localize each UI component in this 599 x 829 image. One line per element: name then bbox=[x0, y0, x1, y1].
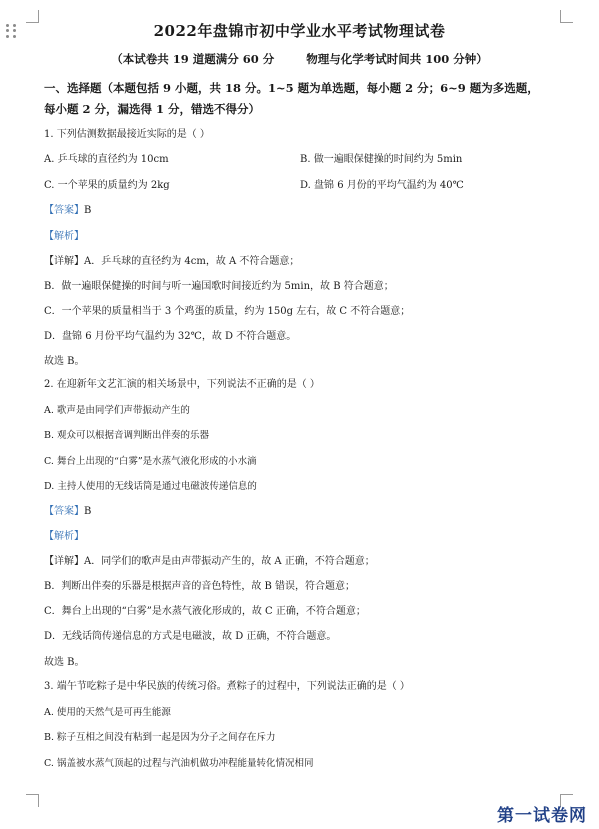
q2-detail-a bbox=[44, 555, 375, 569]
q2-option-d: D. 主持人使用的无线话筒是通过电磁波传递信息的 bbox=[44, 481, 257, 492]
q2-detail-b: B．判断出伴奏的乐器是根据声音的音色特性，故 B 错误，符合题意； bbox=[44, 581, 356, 592]
detail-label: 【详解】 bbox=[44, 256, 84, 267]
q3-option-c: C. 锅盖被水蒸气顶起的过程与汽油机做功冲程能量转化情况相同 bbox=[44, 758, 314, 769]
q2-option-c: C. 舞台上出现的“白雾”是水蒸气液化形成的小水滴 bbox=[44, 456, 257, 467]
q1-option-b: B. 做一遍眼保健操的时间约为 5min bbox=[300, 154, 463, 165]
q2-conclusion: 故选 B。 bbox=[44, 657, 85, 668]
answer-label: 【答案】 bbox=[44, 205, 84, 216]
q1-detail-a-text: A．乒乓球的直径约为 4cm，故 A 不符合题意； bbox=[84, 256, 300, 267]
section-heading-line: 一、选择题（本题包括 9 小题，共 18 分。1~5 题为单选题，每小题 2 分；6~9 题为多选题， bbox=[44, 81, 539, 95]
question-2-stem: 2. 在迎新年文艺汇演的相关场景中，下列说法不正确的是（ ） bbox=[44, 379, 320, 390]
q2-option-b: B. 观众可以根据音调判断出伴奏的乐器 bbox=[44, 430, 210, 441]
section-heading bbox=[44, 78, 564, 120]
q1-detail-a bbox=[44, 255, 299, 269]
q3-option-b: B. 粽子互相之间没有粘到一起是因为分子之间存在斥力 bbox=[44, 732, 276, 743]
document-title: 2022年盘锦市初中学业水平考试物理试卷 bbox=[153, 22, 446, 40]
q1-answer bbox=[44, 204, 91, 218]
q1-analysis-label: 【解析】 bbox=[44, 231, 84, 242]
q1-conclusion: 故选 B。 bbox=[44, 356, 85, 367]
site-watermark: 第一试卷网 bbox=[497, 806, 587, 826]
q2-answer bbox=[44, 505, 91, 519]
detail-label: 【详解】 bbox=[44, 556, 84, 567]
q1-answer-value: B bbox=[84, 205, 92, 216]
q1-option-d: D. 盘锦 6 月份的平均气温约为 40℃ bbox=[300, 180, 464, 191]
question-1-stem: 1. 下列估测数据最接近实际的是（ ） bbox=[44, 129, 210, 140]
q1-option-a: A. 乒乓球的直径约为 10cm bbox=[44, 154, 169, 165]
page-corner-mark bbox=[26, 794, 39, 807]
q1-detail-c: C．一个苹果的质量相当于 3 个鸡蛋的质量，约为 150g 左右，故 C 不符合题意； bbox=[44, 306, 411, 317]
q1-detail-d: D．盘锦 6 月份平均气温约为 32℃，故 D 不符合题意。 bbox=[44, 331, 297, 342]
q3-option-a: A. 使用的天然气是可再生能源 bbox=[44, 707, 171, 718]
q2-analysis-label: 【解析】 bbox=[44, 531, 84, 542]
q2-detail-c: C．舞台上出现的“白雾”是水蒸气液化形成的，故 C 正确，不符合题意； bbox=[44, 606, 366, 617]
document-subtitle: （本试卷共 19 道题满分 60 分 物理与化学考试时间共 100 分钟） bbox=[111, 52, 488, 66]
q1-detail-b: B．做一遍眼保健操的时间与听一遍国歌时间接近约为 5min，故 B 符合题意； bbox=[44, 281, 394, 292]
q2-option-a: A. 歌声是由同学们声带振动产生的 bbox=[44, 405, 190, 416]
q1-option-c: C. 一个苹果的质量约为 2kg bbox=[44, 180, 170, 191]
section-heading-line: 每小题 2 分，漏选得 1 分，错选不得分） bbox=[44, 102, 261, 116]
q2-answer-value: B bbox=[84, 506, 92, 517]
q2-detail-a-text: A．同学们的歌声是由声带振动产生的，故 A 正确，不符合题意； bbox=[84, 556, 375, 567]
answer-label: 【答案】 bbox=[44, 506, 84, 517]
question-3-stem: 3. 端午节吃粽子是中华民族的传统习俗。煮粽子的过程中，下列说法正确的是（ ） bbox=[44, 681, 410, 692]
q2-detail-d: D．无线话筒传递信息的方式是电磁波，故 D 正确，不符合题意。 bbox=[44, 631, 337, 642]
